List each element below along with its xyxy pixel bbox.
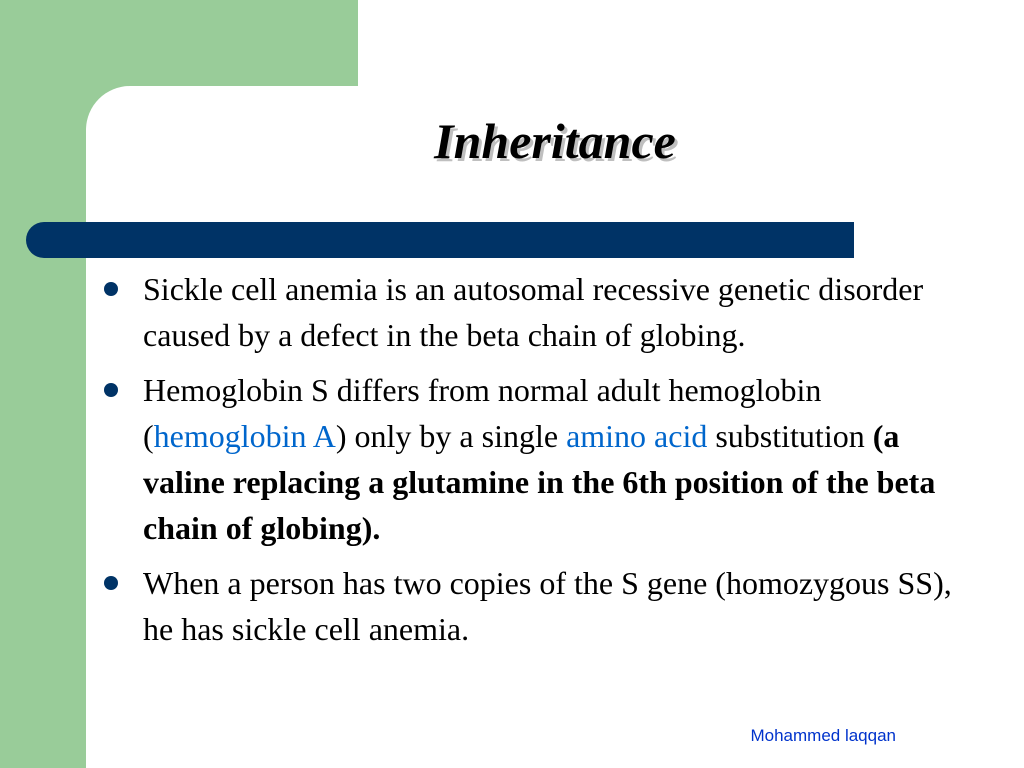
title-divider-bar [26, 222, 854, 258]
bullet-item [100, 367, 980, 551]
slide-title: Inheritance [434, 113, 676, 169]
bullet-text: Sickle cell anemia is an autosomal recessive genetic disorder caused by a defect in the beta chain of globing. [143, 271, 924, 353]
bullet-bold-text: (a valine replacing a glutamine in the 6th position of the beta chain of globing). [143, 418, 936, 546]
bullet-text-part: ) only by a single [335, 418, 567, 454]
hemoglobin-a-link[interactable]: hemoglobin A [153, 418, 336, 454]
bullet-text: When a person has two copies of the S gene (homozygous SS), he has sickle cell anemia. [143, 565, 952, 647]
bullet-item [100, 266, 980, 358]
bullet-text-part: substitution [707, 418, 873, 454]
author-footer: Mohammed laqqan [750, 726, 896, 745]
bullet-dot-icon [104, 383, 118, 397]
bullet-dot-icon [104, 576, 118, 590]
bullet-list [100, 266, 980, 661]
bullet-text-part: Hemoglobin S differs from normal adult hemoglobin ( [143, 372, 822, 454]
bullet-item [100, 560, 980, 652]
bullet-dot-icon [104, 282, 118, 296]
amino-acid-link[interactable]: amino acid [566, 418, 708, 454]
